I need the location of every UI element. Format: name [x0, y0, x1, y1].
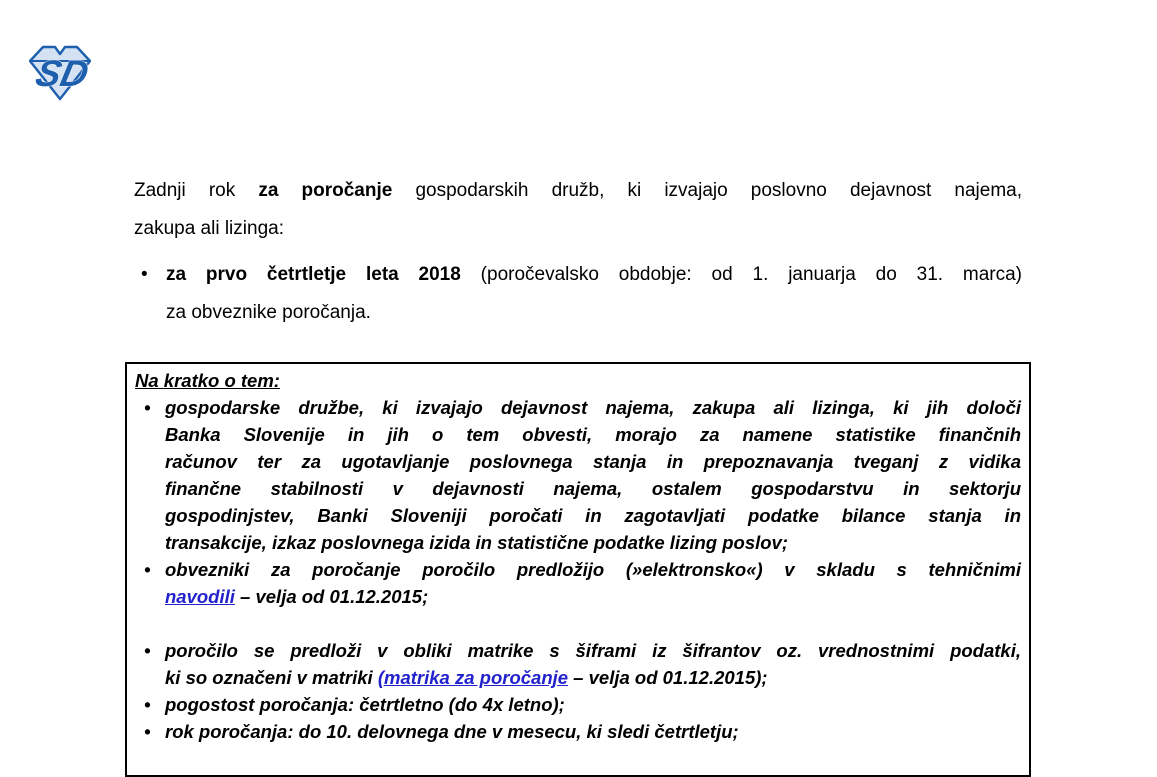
- summary-bullet: [135, 691, 1021, 718]
- summary-box: [125, 362, 1031, 777]
- document-body: [134, 172, 1022, 777]
- summary-bullet: [135, 556, 1021, 610]
- text-line: [165, 475, 1021, 502]
- text-line: [165, 448, 1021, 475]
- bullet-marker: •: [144, 721, 151, 742]
- text-run: Zadnji rok: [134, 180, 259, 201]
- text-line: [165, 583, 1021, 610]
- summary-bullet: [135, 718, 1021, 745]
- text-line: [166, 256, 1022, 294]
- summary-bullet-text: [165, 637, 1021, 691]
- bullet-marker: •: [144, 694, 151, 715]
- blank-line: [135, 610, 1021, 637]
- summary-bullet-text: [165, 394, 1021, 556]
- text-run: transakcije, izkaz poslovnega izida in statistične podatke lizing poslov;: [165, 532, 788, 553]
- text-line: [166, 294, 1022, 332]
- bullet-marker: •: [144, 559, 151, 580]
- summary-box-title: Na kratko o tem:: [135, 370, 280, 391]
- text-line: [165, 556, 1021, 583]
- text-run: (poročevalsko obdobje: od 1. januarja do 31. marca): [460, 264, 1022, 285]
- bullet-marker: •: [144, 397, 151, 418]
- text-run: obvezniki za poročanje poročilo predložijo (»elektronsko«) v skladu s tehničnimi: [165, 559, 1021, 580]
- text-line: [165, 637, 1021, 664]
- summary-bullet: [135, 637, 1021, 691]
- deadline-bullet-text: [166, 256, 1022, 332]
- text-run: rok poročanja: do 10. delovnega dne v mesecu, ki sledi četrtletju;: [165, 721, 739, 742]
- text-run: za prvo četrtletje leta 2018: [166, 264, 461, 285]
- intro-paragraph: [134, 172, 1022, 248]
- text-line: [165, 691, 1021, 718]
- summary-bullet: [135, 394, 1021, 556]
- summary-bullet-text: [165, 556, 1021, 610]
- text-run: – velja od 01.12.2015);: [568, 667, 768, 688]
- text-line: [165, 502, 1021, 529]
- text-line: [165, 421, 1021, 448]
- deadline-bullet: [134, 256, 1022, 332]
- text-line: [165, 529, 1021, 556]
- bullet-marker: •: [141, 264, 148, 285]
- text-run: za obveznike poročanja.: [166, 302, 371, 323]
- logo-letters: SD: [32, 52, 93, 94]
- summary-bullet-text: [165, 691, 1021, 718]
- diamond-gem-icon: [27, 43, 93, 101]
- text-line: [165, 664, 1021, 691]
- sd-diamond-logo: [27, 43, 93, 101]
- text-run: gospodinjstev, Banki Sloveniji poročati in zagotavljati podatke bilance stanja in: [165, 505, 1021, 526]
- text-run: računov ter za ugotavljanje poslovnega stanja in prepoznavanja tveganj z vidika: [165, 451, 1021, 472]
- text-line: [134, 172, 1022, 210]
- text-run: zakupa ali lizinga:: [134, 218, 284, 239]
- text-run: gospodarske družbe, ki izvajajo dejavnost najema, zakupa ali lizinga, ki jih določi: [165, 397, 1021, 418]
- text-line: [134, 210, 1022, 248]
- text-run: ki so označeni v matriki: [165, 667, 378, 688]
- text-run: poročilo se predloži v obliki matrike s šiframi iz šifrantov oz. vrednostnimi podatki,: [165, 640, 1021, 661]
- text-line: [165, 718, 1021, 745]
- bullet-marker: •: [144, 640, 151, 661]
- text-run: za poročanje: [258, 180, 393, 201]
- text-run: finančne stabilnosti v dejavnosti najema, ostalem gospodarstvu in sektorju: [165, 478, 1021, 499]
- text-run: – velja od 01.12.2015;: [234, 586, 429, 607]
- summary-bullet-text: [165, 718, 1021, 745]
- text-run: Banka Slovenije in jih o tem obvesti, morajo za namene statistike finančnih: [165, 424, 1021, 445]
- matrika-za-porocanje-link[interactable]: (matrika za poročanje: [377, 667, 569, 688]
- summary-box-bullets: [135, 394, 1021, 745]
- text-line: [165, 394, 1021, 421]
- navodili-link[interactable]: navodili: [165, 586, 235, 607]
- text-run: pogostost poročanja: četrtletno (do 4x letno);: [165, 694, 565, 715]
- text-run: gospodarskih družb, ki izvajajo poslovno dejavnost najema,: [392, 180, 1022, 201]
